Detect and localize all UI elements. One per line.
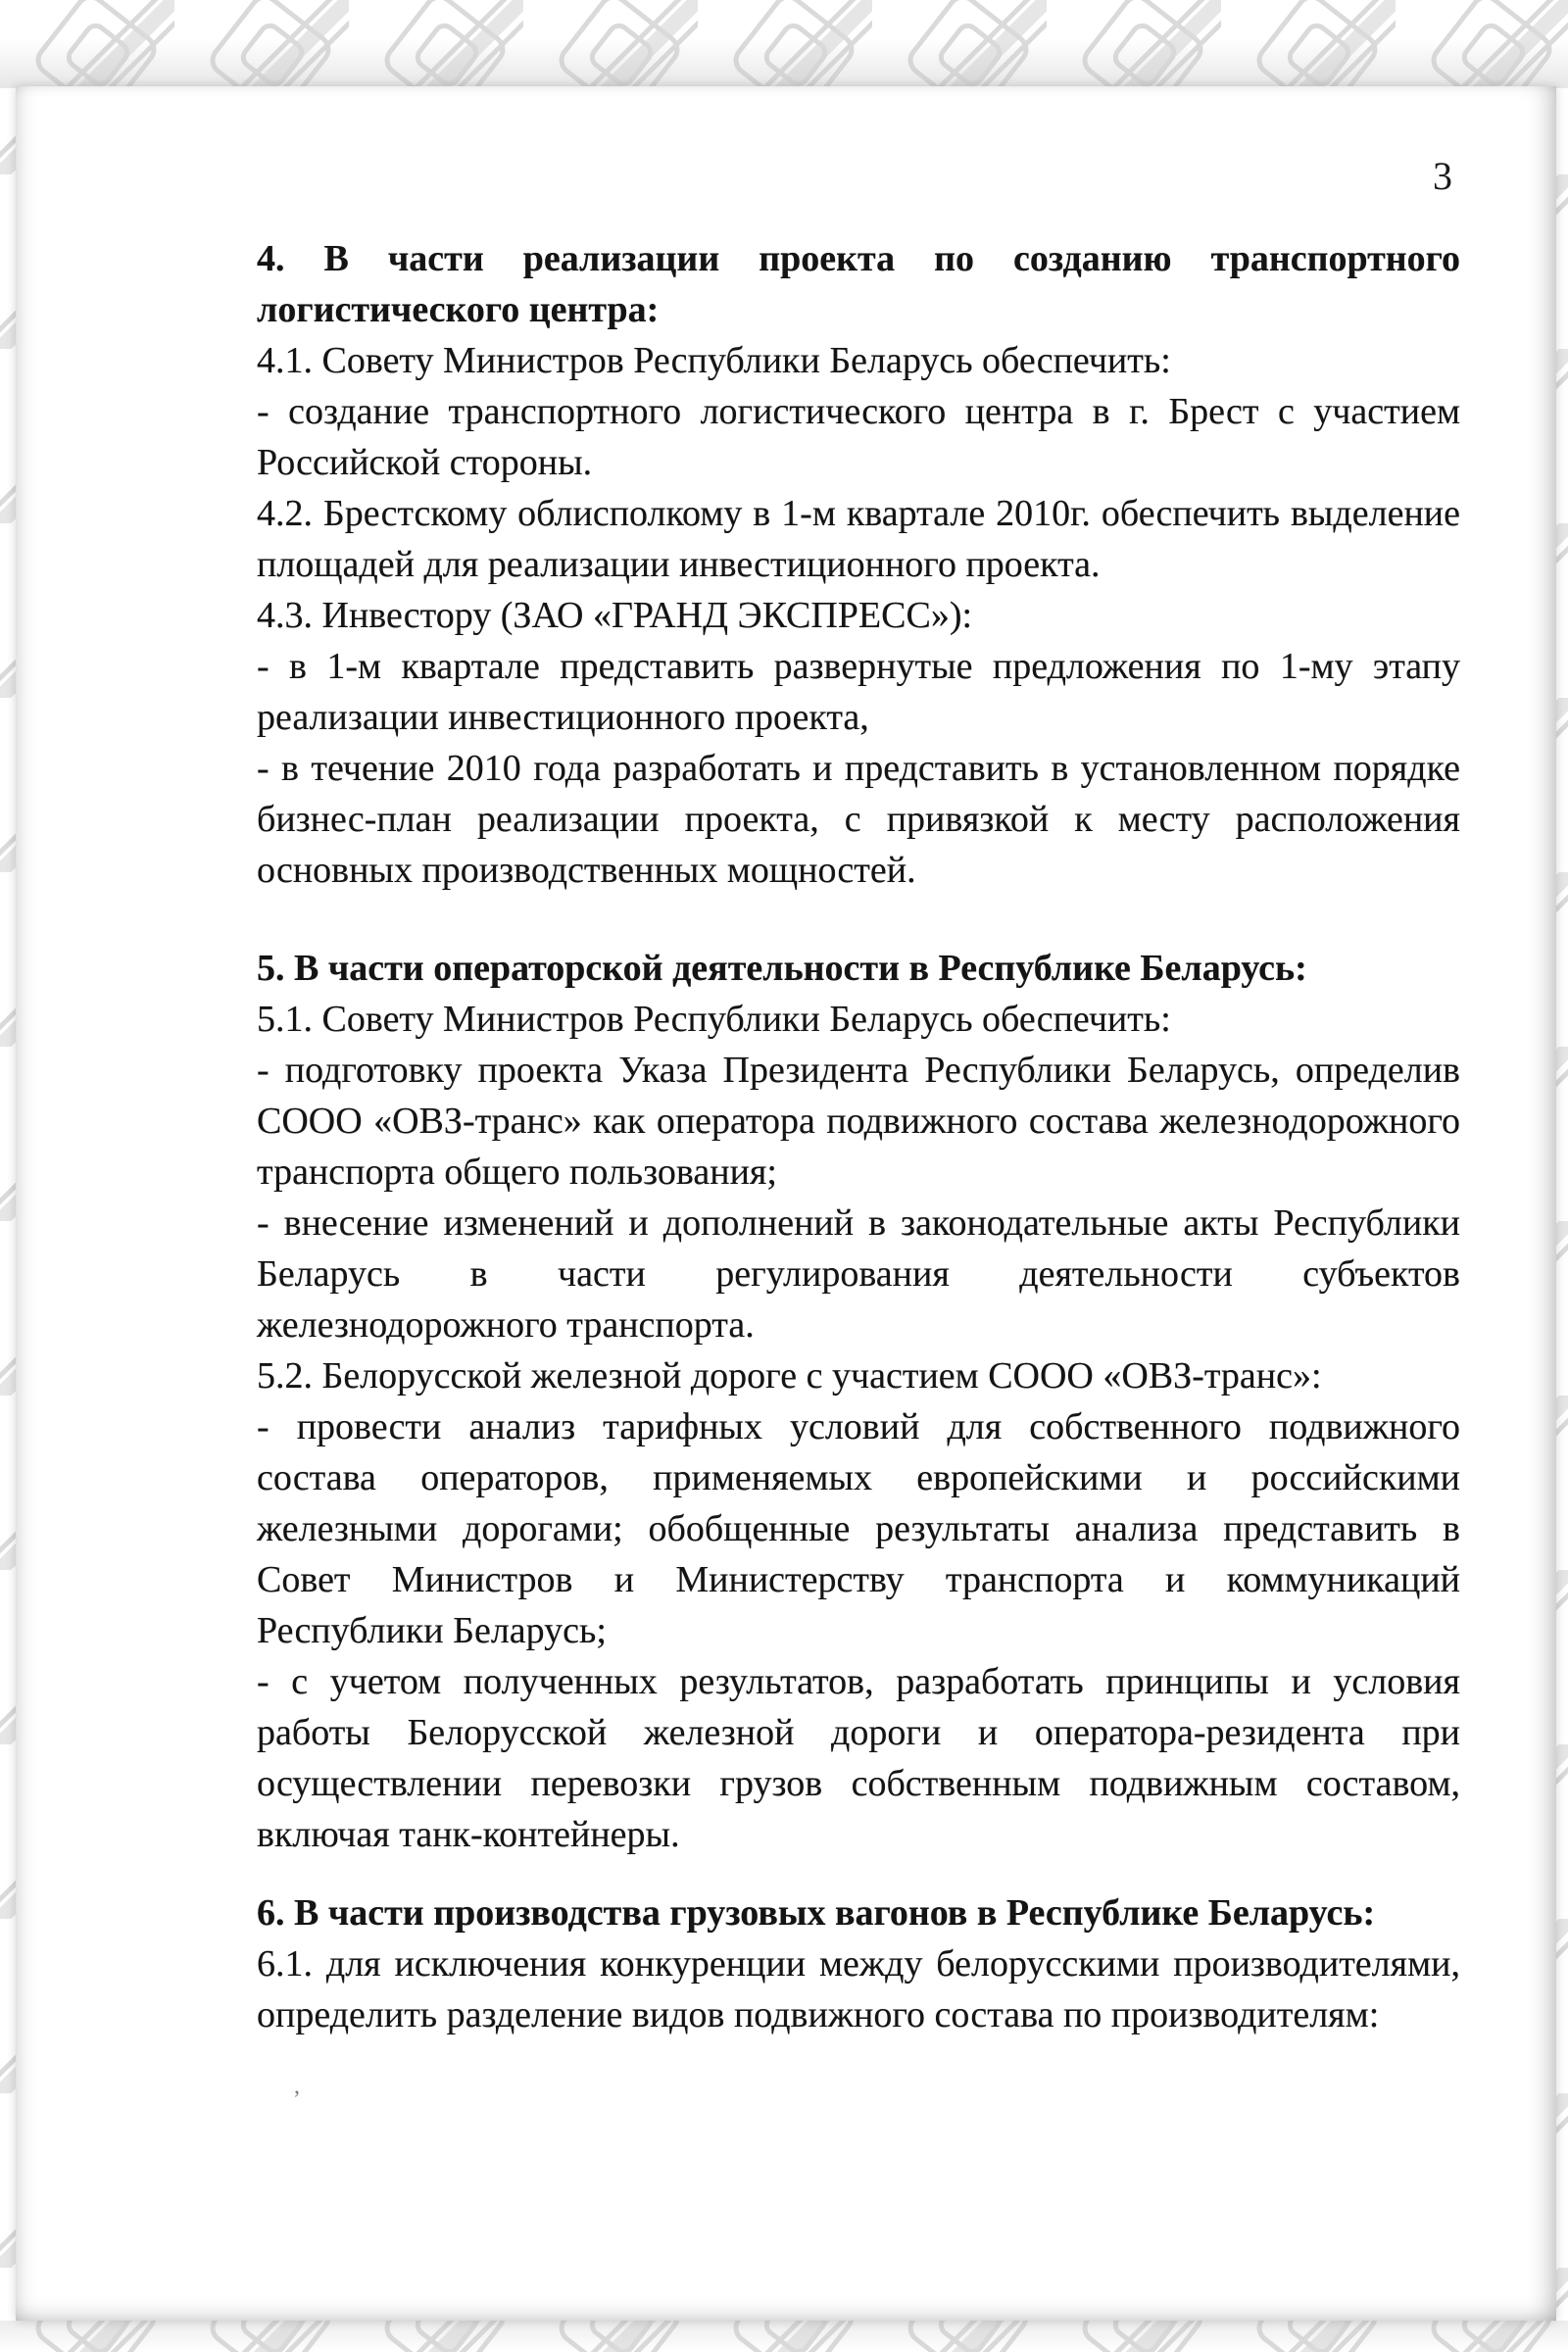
clause-5-2-item-1: - провести анализ тарифных условий для собственного подвижного состава операторов, применяемых европейскими и российскими железными дорогами; обобщенные результаты анализа представить в Совет Министров и Министерству транспорта и коммуникаций Республики Беларусь; <box>257 1406 1460 1651</box>
clause-5-1-item-1: - подготовку проекта Указа Президента Республики Беларусь, определив СООО «ОВЗ-транс» как оператора подвижного состава железнодорожного транспорта общего пользования; <box>257 1050 1460 1193</box>
clause-4-1-item: - создание транспортного логистического центра в г. Брест с участием Российской стороны. <box>257 391 1460 483</box>
clause-4-3: 4.3. Инвестору (ЗАО «ГРАНД ЭКСПРЕСС»): <box>257 595 973 636</box>
section-5-heading: 5. В части операторской деятельности в Республике Беларусь: <box>257 948 1307 989</box>
clause-5-2: 5.2. Белорусской железной дороге с участием СООО «ОВЗ-транс»: <box>257 1355 1322 1396</box>
page-number: 3 <box>1433 154 1452 198</box>
document-page <box>16 86 1556 2321</box>
clause-5-2-item-2: - с учетом полученных результатов, разработать принципы и условия работы Белорусской железной дороги и оператора-резидента при осуществлении перевозки грузов собственным подвижным составом, включая танк-контейнеры. <box>257 1661 1460 1855</box>
clause-4-3-item-2: - в течение 2010 года разработать и представить в установленном порядке бизнес-план реализации проекта, с привязкой к месту расположения основных производственных мощностей. <box>257 748 1460 891</box>
clause-5-1: 5.1. Совету Министров Республики Беларусь обеспечить: <box>257 999 1171 1040</box>
clause-4-3-item-1: - в 1-м квартале представить развернутые предложения по 1-му этапу реализации инвестиционного проекта, <box>257 646 1460 738</box>
scan-artifact-mark: , <box>294 2074 300 2099</box>
clause-5-1-item-2: - внесение изменений и дополнений в законодательные акты Республики Беларусь в части регулирования деятельности субъектов железнодорожного транспорта. <box>257 1202 1460 1346</box>
section-6-heading: 6. В части производства грузовых вагонов в Республике Беларусь: <box>257 1892 1376 1934</box>
clause-4-2: 4.2. Брестскому облисполкому в 1-м квартале 2010г. обеспечить выделение площадей для реализации инвестиционного проекта. <box>257 493 1460 585</box>
clause-4-1: 4.1. Совету Министров Республики Беларусь обеспечить: <box>257 340 1171 381</box>
clause-6-1: 6.1. для исключения конкуренции между белорусскими производителями, определить разделение видов подвижного состава по производителям: <box>257 1943 1460 2035</box>
document-body <box>257 233 1460 2040</box>
section-4-heading: 4. В части реализации проекта по созданию транспортного логистического центра: <box>257 238 1460 330</box>
